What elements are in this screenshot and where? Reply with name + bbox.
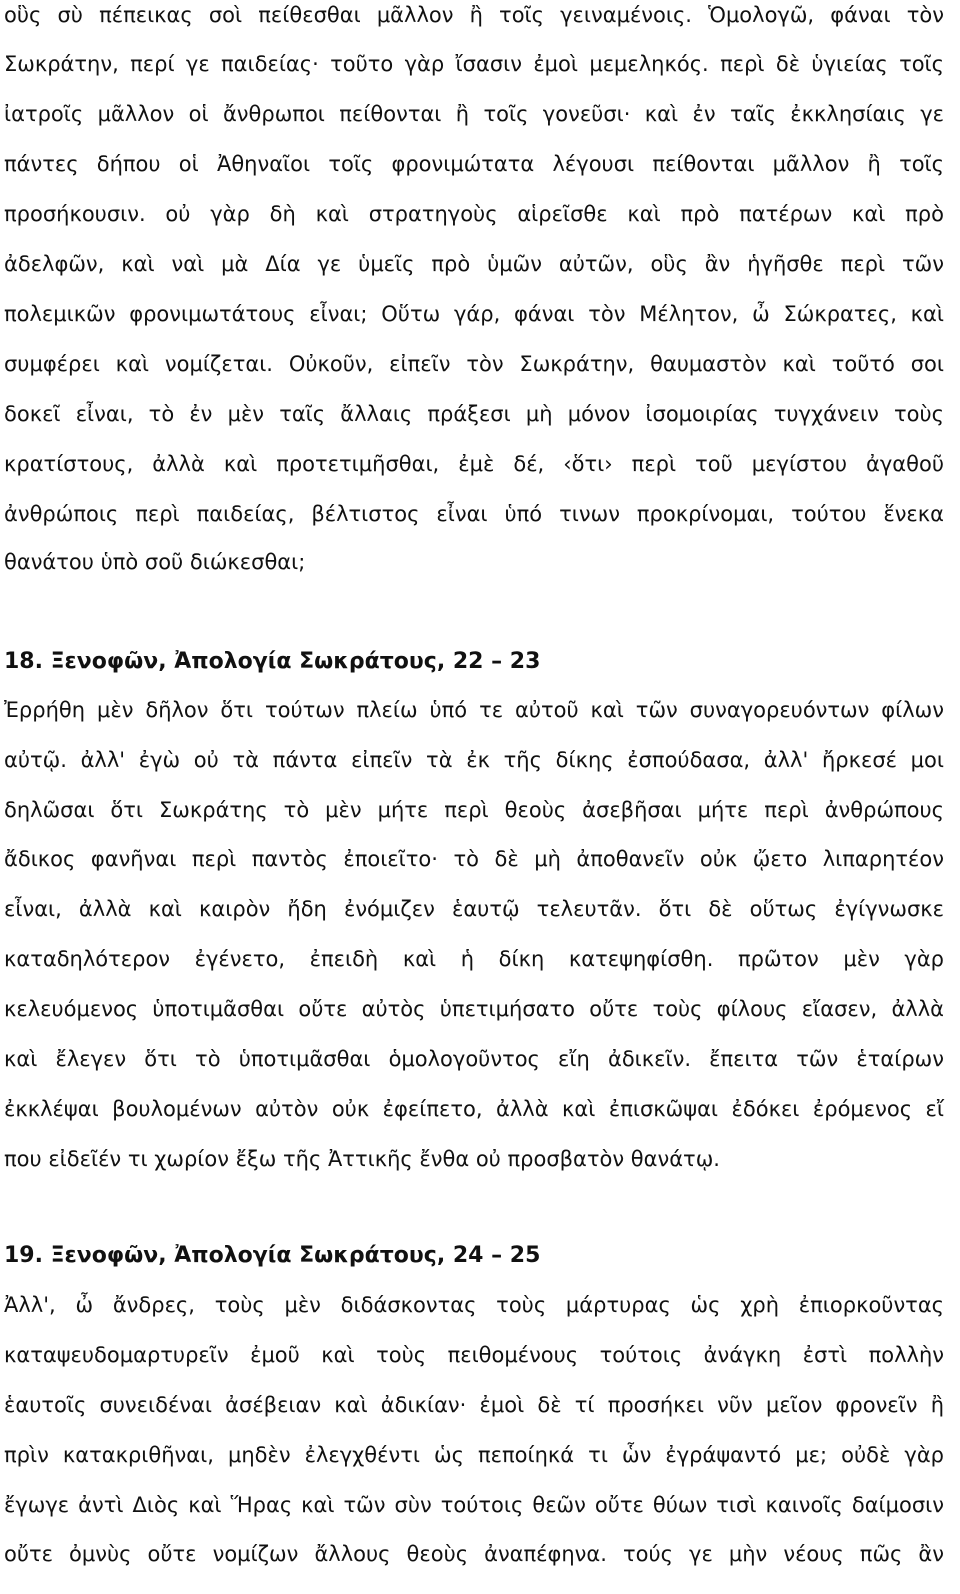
- text-line: οὓς σὺ πέπεικας σοὶ πείθεσθαι μᾶλλον ἢ τοῖς γειναμένοις. Ὁμολογῶ, φάναι τὸν: [4, 3, 944, 27]
- text-line: ἐκκλέψαι βουλομένων αὐτὸν οὐκ ἐφείπετο, ἀλλὰ καὶ ἐπισκῶψαι ἐδόκει ἐρόμενος εἴ: [4, 1097, 944, 1121]
- text-line: δηλῶσαι ὅτι Σωκράτης τὸ μὲν μήτε περὶ θεοὺς ἀσεβῆσαι μήτε περὶ ἀνθρώπους: [4, 798, 944, 822]
- text-line: καταδηλότερον ἐγένετο, ἐπειδὴ καὶ ἡ δίκη κατεψηφίσθη. πρῶτον μὲν γὰρ: [4, 947, 944, 971]
- text-line: καταψευδομαρτυρεῖν ἐμοῦ καὶ τοὺς πειθομένους τούτοις ἀνάγκη ἐστὶ πολλὴν: [4, 1343, 944, 1367]
- text-line: ἀνθρώποις περὶ παιδείας, βέλτιστος εἶναι ὑπό τινων προκρίνομαι, τούτου ἕνεκα: [4, 502, 944, 526]
- text-line: ἀδελφῶν, καὶ ναὶ μὰ Δία γε ὑμεῖς πρὸ ὑμῶν αὐτῶν, οὓς ἂν ἡγῆσθε περὶ τῶν: [4, 252, 944, 276]
- section-heading: 19. Ξενοφῶν, Ἀπολογία Σωκράτους, 24 – 25: [4, 1243, 541, 1268]
- text-line: εἶναι, ἀλλὰ καὶ καιρὸν ἤδη ἐνόμιζεν ἑαυτῷ τελευτᾶν. ὅτι δὲ οὕτως ἐγίγνωσκε: [4, 897, 944, 921]
- text-line: πρὶν κατακριθῆναι, μηδὲν ἐλεγχθέντι ὡς πεποίηκά τι ὧν ἐγράψαντό με; οὐδὲ γὰρ: [4, 1443, 944, 1467]
- text-line: Ἀλλ', ὦ ἄνδρες, τοὺς μὲν διδάσκοντας τοὺς μάρτυρας ὡς χρὴ ἐπιορκοῦντας: [4, 1293, 944, 1317]
- text-line: αὐτῷ. ἀλλ' ἐγὼ οὐ τὰ πάντα εἰπεῖν τὰ ἐκ τῆς δίκης ἐσπούδασα, ἀλλ' ἤρκεσέ μοι: [4, 748, 944, 772]
- text-line: προσήκουσιν. οὐ γὰρ δὴ καὶ στρατηγοὺς αἱρεῖσθε καὶ πρὸ πατέρων καὶ πρὸ: [4, 202, 944, 226]
- text-line: δοκεῖ εἶναι, τὸ ἐν μὲν ταῖς ἄλλαις πράξεσι μὴ μόνον ἰσομοιρίας τυγχάνειν τοὺς: [4, 402, 944, 426]
- text-line: ἰατροῖς μᾶλλον οἱ ἄνθρωποι πείθονται ἢ τοῖς γονεῦσι· καὶ ἐν ταῖς ἐκκλησίαις γε: [4, 102, 944, 126]
- text-line: πάντες δήπου οἱ Ἀθηναῖοι τοῖς φρονιμώτατα λέγουσι πείθονται μᾶλλον ἢ τοῖς: [4, 152, 944, 176]
- text-line: καὶ ἔλεγεν ὅτι τὸ ὑποτιμᾶσθαι ὁμολογοῦντος εἴη ἀδικεῖν. ἔπειτα τῶν ἑταίρων: [4, 1047, 944, 1071]
- text-line: ἄδικος φανῆναι περὶ παντὸς ἐποιεῖτο· τὸ δὲ μὴ ἀποθανεῖν οὐκ ᾤετο λιπαρητέον: [4, 847, 944, 871]
- text-line: συμφέρει καὶ νομίζεται. Οὐκοῦν, εἰπεῖν τὸν Σωκράτην, θαυμαστὸν καὶ τοῦτό σοι: [4, 352, 944, 376]
- text-line: θανάτου ὑπὸ σοῦ διώκεσθαι;: [4, 550, 306, 574]
- section-heading: 18. Ξενοφῶν, Ἀπολογία Σωκράτους, 22 – 23: [4, 649, 541, 674]
- text-line: Ἐρρήθη μὲν δῆλον ὅτι τούτων πλείω ὑπό τε αὐτοῦ καὶ τῶν συναγορευόντων φίλων: [4, 698, 944, 722]
- text-line: ἑαυτοῖς συνειδέναι ἀσέβειαν καὶ ἀδικίαν· ἐμοὶ δὲ τί προσήκει νῦν μεῖον φρονεῖν ἢ: [4, 1393, 944, 1417]
- text-line: Σωκράτην, περί γε παιδείας· τοῦτο γὰρ ἴσασιν ἐμοὶ μεμεληκός. περὶ δὲ ὑγιείας τοῖς: [4, 52, 944, 76]
- text-line: οὔτε ὀμνὺς οὔτε νομίζων ἄλλους θεοὺς ἀναπέφηνα. τούς γε μὴν νέους πῶς ἂν: [4, 1542, 944, 1566]
- text-line: που εἰδεῖέν τι χωρίον ἔξω τῆς Ἀττικῆς ἔνθα οὐ προσβατὸν θανάτῳ.: [4, 1147, 720, 1171]
- text-line: κρατίστους, ἀλλὰ καὶ προτετιμῆσθαι, ἐμὲ δέ, ‹ὅτι› περὶ τοῦ μεγίστου ἀγαθοῦ: [4, 452, 944, 476]
- text-line: πολεμικῶν φρονιμωτάτους εἶναι; Οὕτω γάρ, φάναι τὸν Μέλητον, ὦ Σώκρατες, καὶ: [4, 302, 944, 326]
- text-line: κελευόμενος ὑποτιμᾶσθαι οὔτε αὐτὸς ὑπετιμήσατο οὔτε τοὺς φίλους εἴασεν, ἀλλὰ: [4, 997, 944, 1021]
- text-line: ἔγωγε ἀντὶ Διὸς καὶ Ἥρας καὶ τῶν σὺν τούτοις θεῶν οὔτε θύων τισὶ καινοῖς δαίμοσιν: [4, 1493, 944, 1517]
